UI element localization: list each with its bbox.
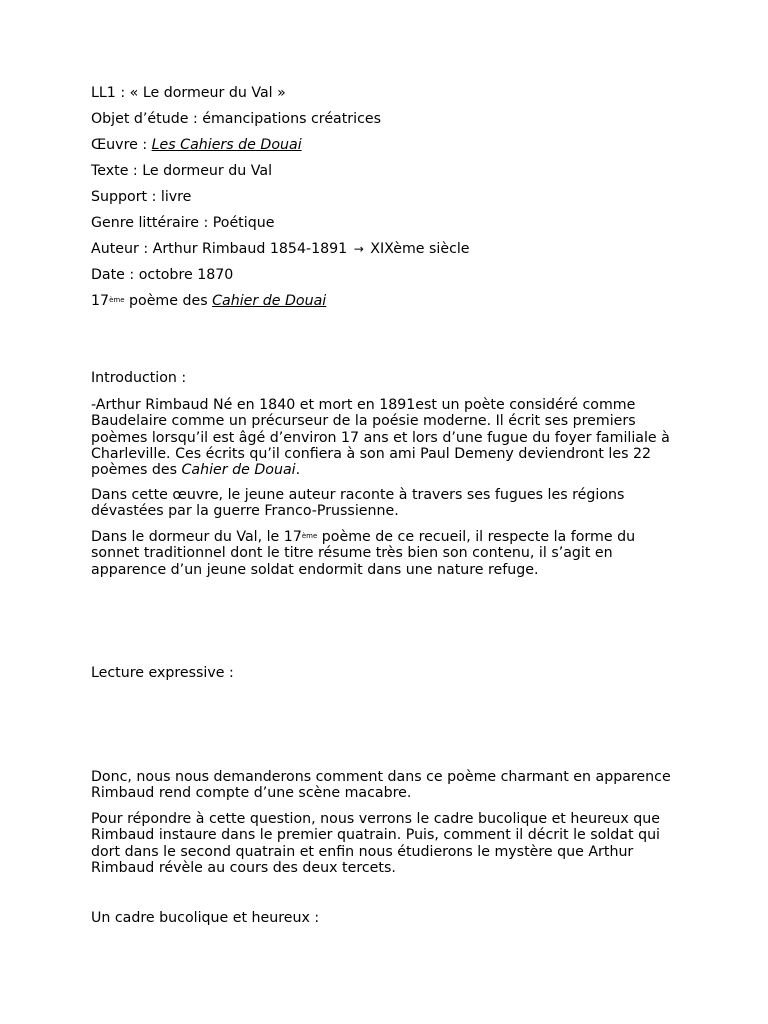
intro-p3-text: Dans le dormeur du Val, le 17 xyxy=(91,529,302,545)
intro-p3-superscript: ème xyxy=(301,532,318,540)
intro-p3-line: apparence d’un jeune soldat endormit dans une nature refuge. xyxy=(91,561,539,578)
intro-p2-line: Dans cette œuvre, le jeune auteur raconte à travers ses fugues les régions xyxy=(91,487,625,503)
poeme-text: poème des xyxy=(124,293,213,309)
problem-paragraph-2 xyxy=(91,811,681,876)
oeuvre-line xyxy=(91,137,302,153)
problem-paragraph-1 xyxy=(91,769,681,802)
lecture-heading: Lecture expressive : xyxy=(91,665,234,681)
problem-p1-line: Rimbaud rend compte d’une scène macabre. xyxy=(91,785,412,802)
poeme-title: Cahier de Douai xyxy=(212,293,327,309)
ll-title: LL1 : « Le dormeur du Val » xyxy=(91,85,286,101)
intro-p3-line: sonnet traditionnel dont le titre résume très bien son contenu, il s’agit en xyxy=(91,545,613,562)
poeme-line xyxy=(91,293,326,309)
intro-p1-text: poèmes des xyxy=(91,462,182,479)
poeme-superscript: ème xyxy=(109,296,125,304)
auteur-line xyxy=(91,241,470,257)
intro-p2-line: dévastées par la guerre Franco-Prussienne. xyxy=(91,503,399,520)
problem-p2-line: Rimbaud révèle au cours des deux tercets. xyxy=(91,859,396,876)
support-line: Support : livre xyxy=(91,189,192,205)
oeuvre-title: Les Cahiers de Douai xyxy=(151,137,302,153)
intro-p1-line: Baudelaire comme un précurseur de la poésie moderne. Il écrit ses premiers xyxy=(91,413,636,430)
intro-paragraph-3 xyxy=(91,529,681,578)
oeuvre-label: Œuvre : xyxy=(91,137,152,153)
texte-line: Texte : Le dormeur du Val xyxy=(91,163,273,179)
intro-paragraph-2 xyxy=(91,487,681,520)
intro-p1-line: -Arthur Rimbaud Né en 1840 et mort en 1891est un poète considéré comme xyxy=(91,397,636,413)
intro-p1-period: . xyxy=(295,462,301,479)
problem-p1-line: Donc, nous nous demanderons comment dans ce poème charmant en apparence xyxy=(91,769,671,785)
intro-p1-line: Charleville. Ces écrits qu’il confiera à son ami Paul Demeny deviendront les 22 xyxy=(91,445,652,462)
genre-line: Genre littéraire : Poétique xyxy=(91,215,275,231)
intro-p1-line xyxy=(91,462,681,478)
problem-p2-line: Rimbaud instaure dans le premier quatrain. Puis, comment il décrit le soldat qui xyxy=(91,827,661,844)
section1-heading: Un cadre bucolique et heureux : xyxy=(91,910,320,926)
date-line: Date : octobre 1870 xyxy=(91,267,234,283)
intro-p1-book-title: Cahier de Douai xyxy=(181,462,296,479)
intro-heading: Introduction : xyxy=(91,370,187,386)
auteur-century: XIXème siècle xyxy=(365,241,470,257)
problem-p2-line: Pour répondre à cette question, nous verrons le cadre bucolique et heureux que xyxy=(91,811,660,827)
intro-p3-text-cont: poème de ce recueil, il respecte la forme du xyxy=(317,529,636,545)
objet-etude: Objet d’étude : émancipations créatrices xyxy=(91,111,382,127)
problem-p2-line: dort dans le second quatrain et enfin nous étudierons le mystère que Arthur xyxy=(91,843,634,860)
intro-p1-line: poèmes lorsqu’il est âgé d’environ 17 ans et lors d’une fugue du foyer familiale à xyxy=(91,429,670,446)
poeme-number: 17 xyxy=(91,293,110,309)
intro-p3-line xyxy=(91,529,681,545)
auteur-text: Auteur : Arthur Rimbaud 1854-1891 xyxy=(91,241,352,257)
right-arrow-icon: → xyxy=(353,242,364,256)
intro-paragraph-1 xyxy=(91,397,681,478)
